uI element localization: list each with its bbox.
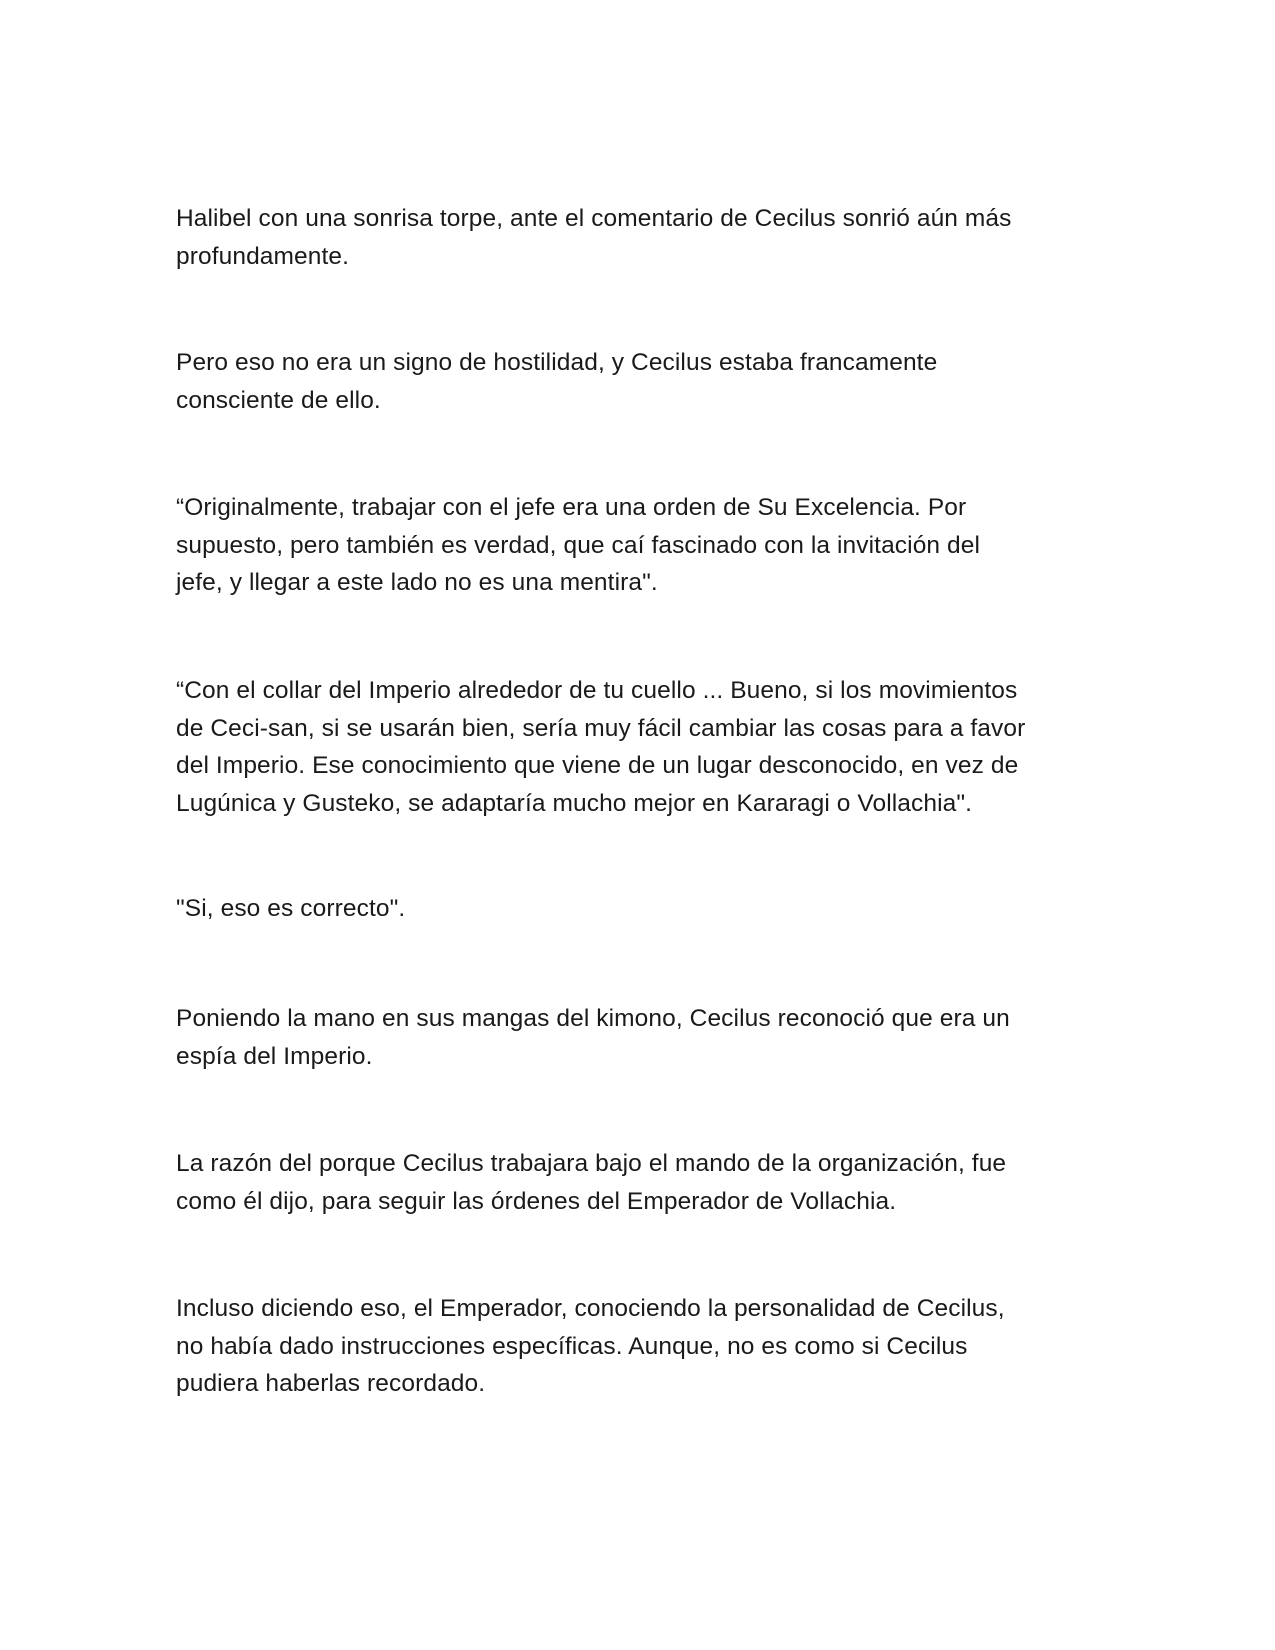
paragraph-line: de Ceci-san, si se usarán bien, sería muy fácil cambiar las cosas para a favor [176,714,1026,742]
paragraph-7 [176,1145,1116,1220]
paragraph-line: Halibel con una sonrisa torpe, ante el comentario de Cecilus sonrió aún más [176,205,1012,232]
paragraph-line: Lugúnica y Gusteko, se adaptaría mucho mejor en Kararagi o Vollachia". [176,789,973,817]
paragraph-line: como él dijo, para seguir las órdenes del Emperador de Vollachia. [176,1187,897,1215]
paragraph-5 [176,890,1116,928]
paragraph-6 [176,1000,1116,1075]
paragraph-line: espía del Imperio. [176,1042,373,1070]
paragraph-line: Incluso diciendo eso, el Emperador, conociendo la personalidad de Cecilus, [176,1295,1005,1322]
paragraph-line: pudiera haberlas recordado. [176,1370,486,1397]
paragraph-line: Poniendo la mano en sus mangas del kimono, Cecilus reconoció que era un [176,1005,1010,1032]
paragraph-line: consciente de ello. [176,386,381,414]
paragraph-4 [176,672,1116,822]
paragraph-line: del Imperio. Ese conocimiento que viene de un lugar desconocido, en vez de [176,752,1019,779]
paragraph-1 [176,200,1116,275]
paragraph-8 [176,1290,1116,1403]
paragraph-line: “Con el collar del Imperio alrededor de tu cuello ... Bueno, si los movimientos [176,677,1018,704]
paragraph-line: “Originalmente, trabajar con el jefe era una orden de Su Excelencia. Por [176,494,967,521]
paragraph-2 [176,344,1116,419]
paragraph-line: no había dado instrucciones específicas. Aunque, no es como si Cecilus [176,1332,968,1360]
paragraph-line: "Si, eso es correcto". [176,895,406,922]
paragraph-line: jefe, y llegar a este lado no es una mentira". [176,569,658,596]
paragraph-line: profundamente. [176,242,350,270]
paragraph-line: La razón del porque Cecilus trabajara bajo el mando de la organización, fue [176,1150,1007,1177]
paragraph-line: supuesto, pero también es verdad, que caí fascinado con la invitación del [176,531,981,559]
paragraph-line: Pero eso no era un signo de hostilidad, y Cecilus estaba francamente [176,349,938,376]
paragraph-3 [176,489,1116,602]
